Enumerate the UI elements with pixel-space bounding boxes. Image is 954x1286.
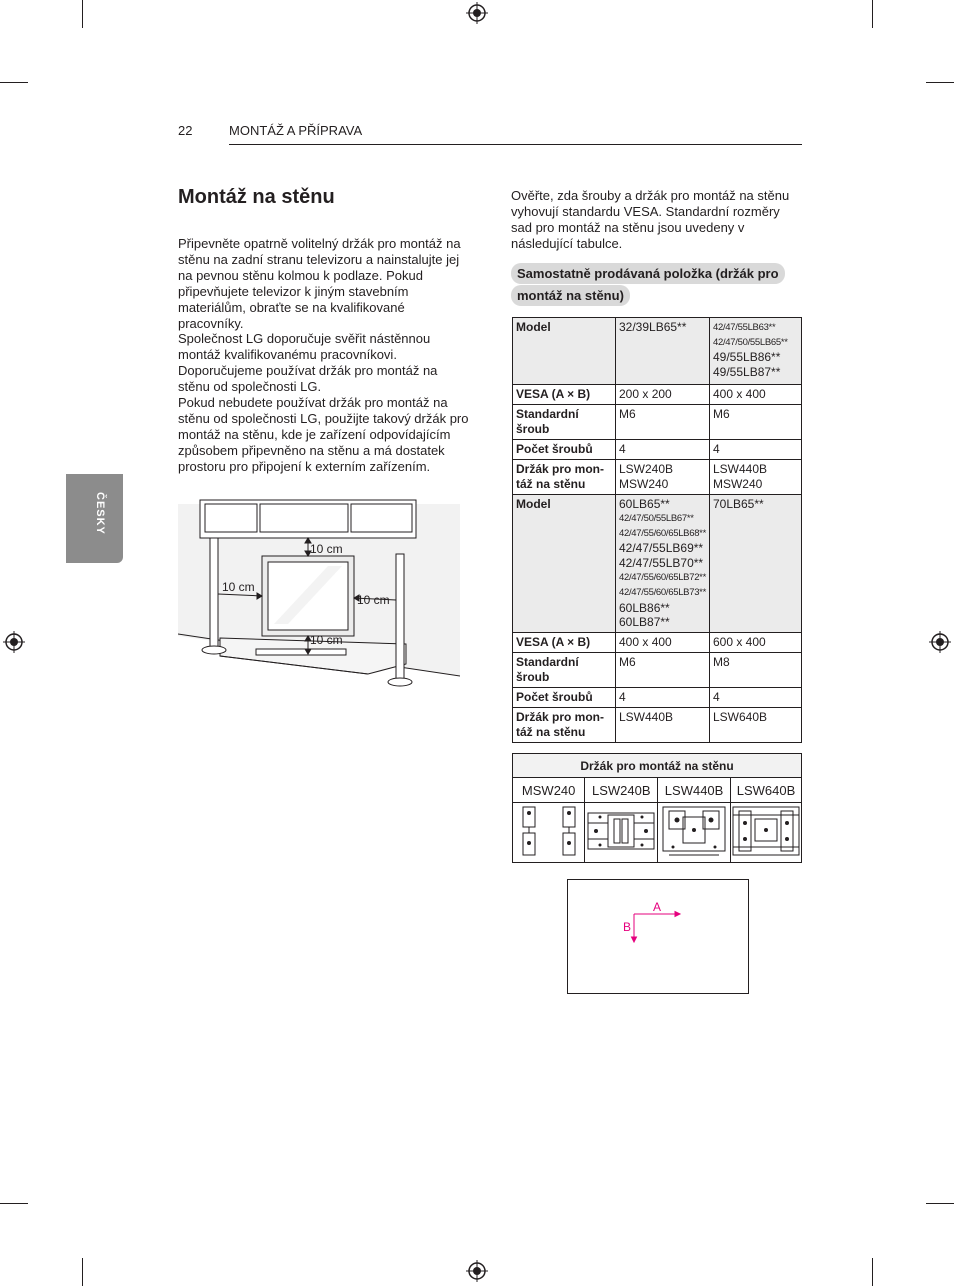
vesa-intro-text: Ověřte, zda šrouby a držák pro montáž na stěnu vyhovují standardu VESA. Standardní rozměry sad pro montáž na stěnu jsou uvedeny v následující tabulce. (511, 188, 790, 251)
table-row (513, 653, 802, 688)
table-cell: M6 (616, 405, 710, 440)
table-cell: Držák pro mon-táž na stěnu (513, 708, 616, 743)
table-cell: M6 (709, 405, 801, 440)
table-row (513, 460, 802, 495)
registration-mark-icon (466, 1260, 488, 1282)
clearance-top-label: 10 cm (310, 542, 343, 556)
bracket-lsw640b-icon (731, 803, 801, 859)
separately-sold-label: Samostatně prodávaná položka (držák pro montáž na stěnu) (511, 263, 789, 307)
page-number: 22 (178, 123, 193, 138)
table-cell: 4 (616, 688, 710, 708)
table-cell: LSW440B (658, 778, 731, 803)
table-cell (513, 803, 585, 863)
body-paragraph: Připevněte opatrně volitelný držák pro montáž na stěnu na zadní stranu televizoru a nainstalujte jej na pevnou stěnu kolmou k podlaze. Pokud připevňujete televizor k jiným stavebním materiálům, obraťte se na kvalifikované pracovníky. (178, 236, 461, 331)
vesa-b-label: B (623, 920, 632, 934)
table-header: Držák pro montáž na stěnu (513, 754, 802, 778)
header-rule (229, 144, 802, 145)
crop-mark (926, 82, 954, 83)
table-cell: M8 (709, 653, 801, 688)
table-cell: Držák pro mon-táž na stěnu (513, 460, 616, 495)
bracket-lsw440b-icon (659, 803, 729, 859)
table-cell: Počet šroubů (513, 440, 616, 460)
table-cell: 60LB65** 42/47/50/55LB67** 42/47/55/60/65LB68** 42/47/55LB69** 42/47/55LB70** 42/47/55/60/65LB72** 42/47/55/60/65LB73** 60LB86** 60LB87** (616, 495, 710, 633)
table-cell: Model (513, 318, 616, 385)
crop-mark (872, 1258, 873, 1286)
table-cell: 70LB65** (709, 495, 801, 633)
crop-mark (82, 1258, 83, 1286)
section-title: MONTÁŽ A PŘÍPRAVA (229, 123, 363, 138)
table-cell: M6 (616, 653, 710, 688)
table-cell: VESA (A × B) (513, 385, 616, 405)
table-cell: LSW640B (709, 708, 801, 743)
table-cell: 32/39LB65** (616, 318, 710, 385)
crop-mark (0, 1203, 28, 1204)
table-cell: Model (513, 495, 616, 633)
table-row (513, 318, 802, 385)
body-paragraph: Pokud nebudete používat držák pro montáž na stěnu od společnosti LG, použijte takový držák pro montáž na stěnu, kde je zařízení odpovídajícím způsobem připevněno na stěnu a má dostatek prostoru pro připojení k externím zařízením. (178, 395, 469, 474)
table-row (513, 440, 802, 460)
table-row (513, 803, 802, 863)
body-paragraph: Společnost LG doporučuje svěřit nástěnnou montáž kvalifikovanému pracovníkovi. Doporučujeme používat držák pro montáž na stěnu od společnosti LG. (178, 331, 438, 395)
table-row (513, 778, 802, 803)
vesa-dimension-arrows (568, 880, 748, 993)
wall-mount-clearance-illustration (178, 486, 460, 692)
language-tab (66, 474, 123, 563)
table-cell: LSW640B (731, 778, 802, 803)
crop-mark (926, 1203, 954, 1204)
table-row (513, 385, 802, 405)
table-row (513, 633, 802, 653)
table-cell: 4 (709, 688, 801, 708)
vesa-spec-table (512, 317, 802, 743)
bracket-lsw240b-icon (586, 803, 656, 859)
table-cell (658, 803, 731, 863)
table-row (513, 754, 802, 778)
table-cell (585, 803, 658, 863)
bracket-msw240-icon (517, 803, 581, 859)
table-cell: Počet šroubů (513, 688, 616, 708)
table-cell (731, 803, 802, 863)
clearance-left-label: 10 cm (222, 580, 255, 594)
table-row (513, 688, 802, 708)
body-text (178, 236, 470, 475)
table-cell: LSW240B (585, 778, 658, 803)
clearance-bottom-label: 10 cm (310, 633, 343, 647)
vesa-dimension-diagram (567, 879, 749, 994)
table-cell: 4 (709, 440, 801, 460)
table-cell: LSW440B (616, 708, 710, 743)
clearance-right-label: 10 cm (357, 593, 390, 607)
table-cell: 400 x 400 (709, 385, 801, 405)
page-title: Montáž na stěnu (178, 186, 335, 208)
crop-mark (0, 82, 28, 83)
table-row (513, 405, 802, 440)
table-cell: MSW240 (513, 778, 585, 803)
table-cell: LSW440B MSW240 (709, 460, 801, 495)
table-cell: VESA (A × B) (513, 633, 616, 653)
table-row (513, 495, 802, 633)
crop-mark (872, 0, 873, 28)
table-cell: 600 x 400 (709, 633, 801, 653)
table-cell: 200 x 200 (616, 385, 710, 405)
table-cell: 42/47/55LB63** 42/47/50/55LB65** 49/55LB86** 49/55LB87** (709, 318, 801, 385)
wall-bracket-table (512, 753, 802, 863)
language-tab-label: ČESKY (94, 492, 106, 535)
table-cell: LSW240B MSW240 (616, 460, 710, 495)
table-cell: 4 (616, 440, 710, 460)
vesa-a-label: A (653, 900, 662, 914)
table-row (513, 708, 802, 743)
table-cell: 400 x 400 (616, 633, 710, 653)
table-cell: Standardní šroub (513, 405, 616, 440)
registration-mark-icon (466, 2, 488, 24)
registration-mark-icon (929, 631, 951, 653)
table-cell: Standardní šroub (513, 653, 616, 688)
crop-mark (82, 0, 83, 28)
registration-mark-icon (3, 631, 25, 653)
